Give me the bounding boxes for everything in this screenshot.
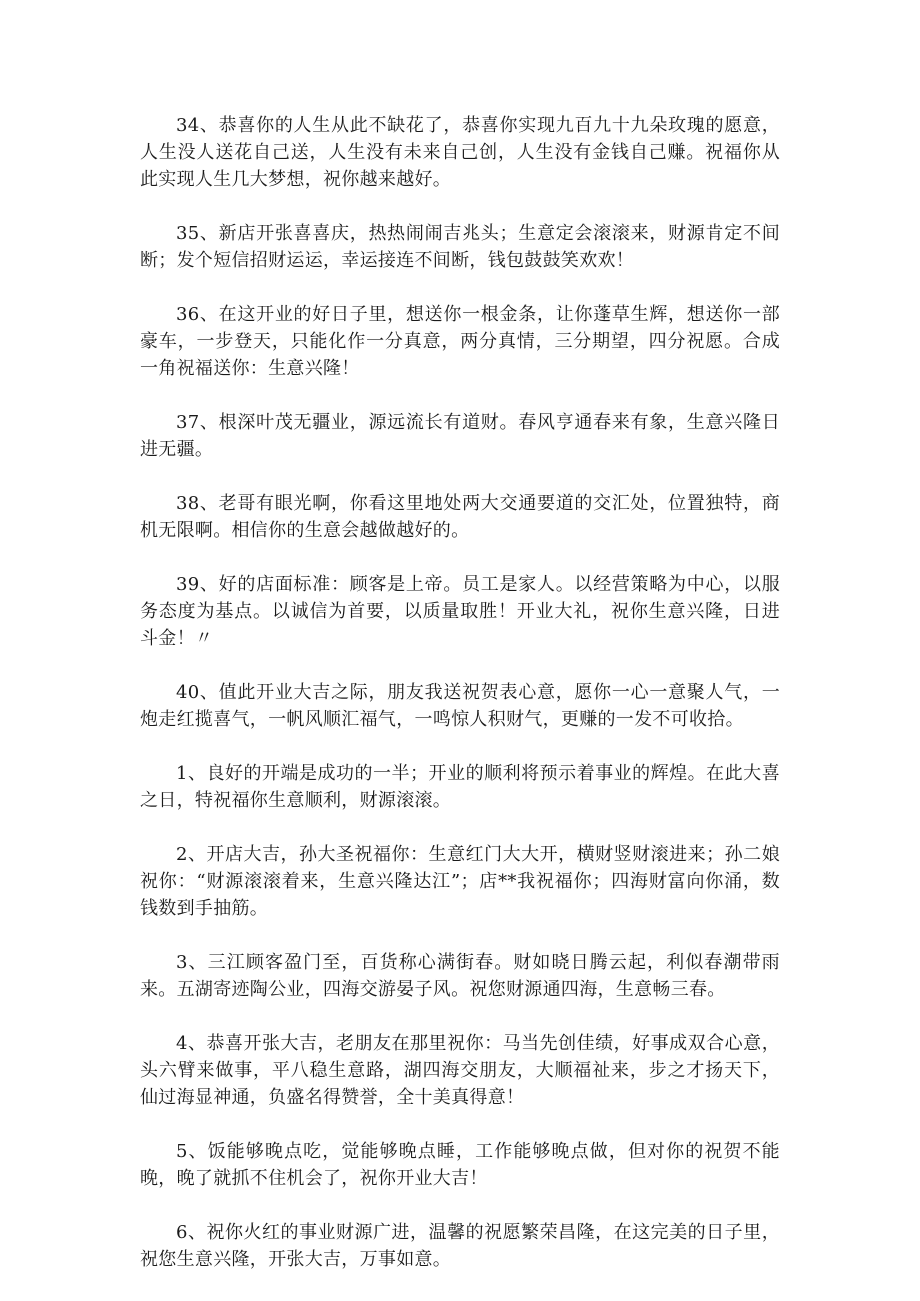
paragraph-3: 3、三江顾客盈门至，百货称心满街春。财如晓日腾云起，利似春潮带雨来。五湖寄迹陶公业，四海交游晏子风。祝您财源通四海，生意畅三春。 — [140, 952, 780, 1000]
paragraph-4: 4、恭喜开张大吉，老朋友在那里祝你：马当先创佳绩，好事成双合心意，头六臂来做事，平八稳生意路，湖四海交朋友，大顺福祉来，步之才扬天下，仙过海显神通，负盛名得赞誉，全十美真得意！ — [140, 1033, 780, 1108]
paragraph-35: 35、新店开张喜喜庆，热热闹闹吉兆头；生意定会滚滚来，财源肯定不间断；发个短信招财运运，幸运接连不间断，钱包鼓鼓笑欢欢！ — [140, 223, 780, 271]
paragraph-36: 36、在这开业的好日子里，想送你一根金条，让你蓬草生辉，想送你一部豪车，一步登天，只能化作一分真意，两分真情，三分期望，四分祝愿。合成一角祝福送你：生意兴隆！ — [140, 304, 780, 379]
paragraph-34: 34、恭喜你的人生从此不缺花了，恭喜你实现九百九十九朵玫瑰的愿意，人生没人送花自己送，人生没有未来自己创，人生没有金钱自己赚。祝福你从此实现人生几大梦想，祝你越来越好。 — [140, 115, 780, 190]
paragraph-37: 37、根深叶茂无疆业，源远流长有道财。春风亨通春来有象，生意兴隆日进无疆。 — [140, 412, 780, 460]
paragraph-2: 2、开店大吉，孙大圣祝福你：生意红门大大开，横财竖财滚进来；孙二娘祝你：“财源滚滚着来，生意兴隆达江”；店**我祝福你；四海财富向你涌，数钱数到手抽筋。 — [140, 844, 780, 919]
paragraph-1: 1、良好的开端是成功的一半；开业的顺利将预示着事业的辉煌。在此大喜之日，特祝福你生意顺利，财源滚滚。 — [140, 763, 780, 811]
document-body — [140, 112, 780, 1300]
paragraph-5: 5、饭能够晚点吃，觉能够晚点睡，工作能够晚点做，但对你的祝贺不能晚，晚了就抓不住机会了，祝你开业大吉！ — [140, 1141, 780, 1189]
paragraph-40: 40、值此开业大吉之际，朋友我送祝贺表心意，愿你一心一意聚人气，一炮走红揽喜气，一帆风顺汇福气，一鸣惊人积财气，更赚的一发不可收拾。 — [140, 682, 780, 730]
paragraph-38: 38、老哥有眼光啊，你看这里地处两大交通要道的交汇处，位置独特，商机无限啊。相信你的生意会越做越好的。 — [140, 493, 780, 541]
paragraph-6: 6、祝你火红的事业财源广进，温馨的祝愿繁荣昌隆，在这完美的日子里，祝您生意兴隆，开张大吉，万事如意。 — [140, 1222, 780, 1270]
paragraph-39: 39、好的店面标准：顾客是上帝。员工是家人。以经营策略为中心，以服务态度为基点。以诚信为首要，以质量取胜！开业大礼，祝你生意兴隆，日进斗金！〃 — [140, 574, 780, 649]
